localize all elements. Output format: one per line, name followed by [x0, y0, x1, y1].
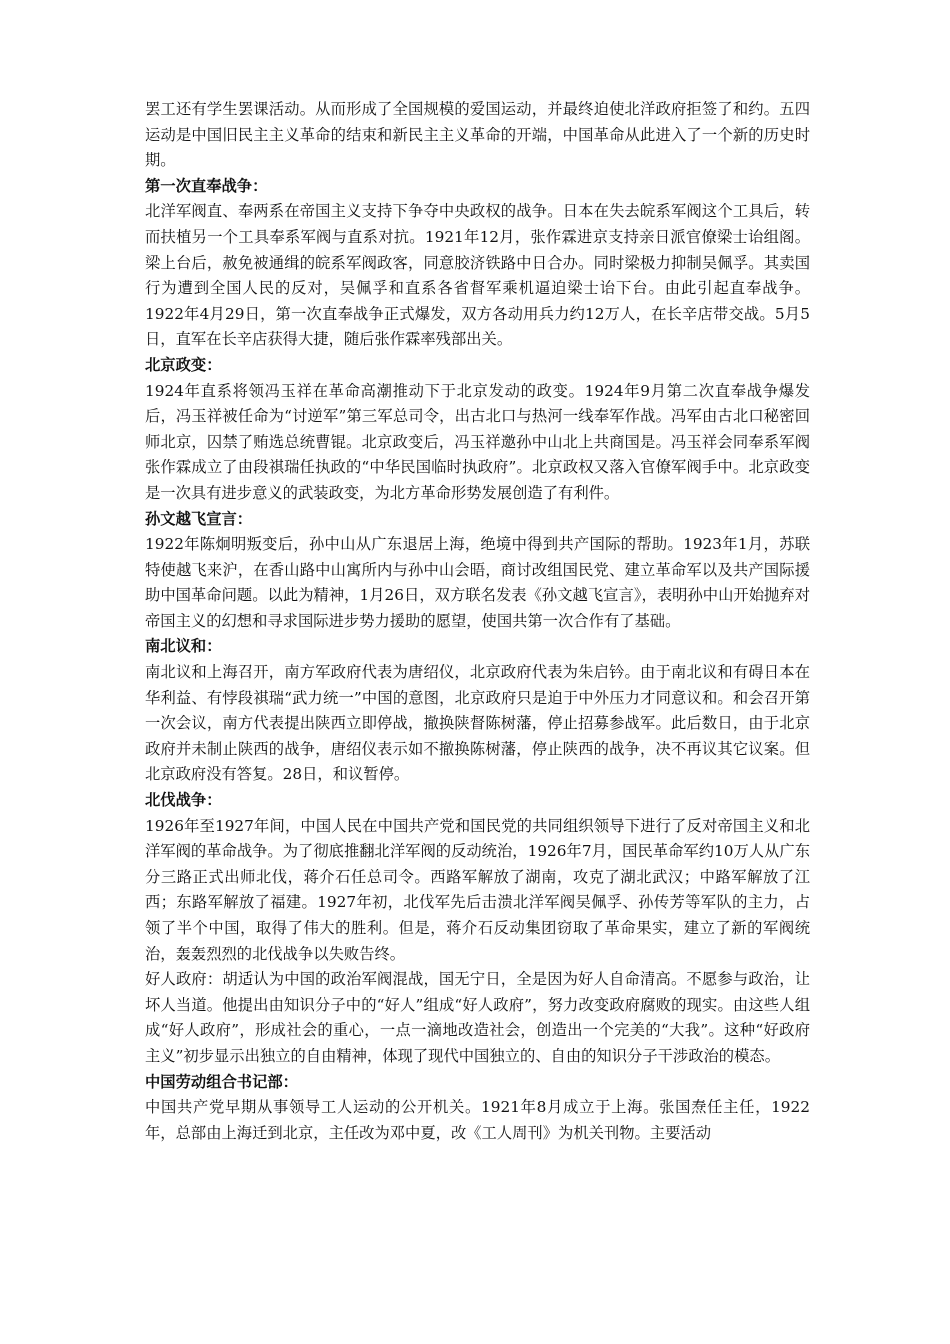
section-body-good-government: 好人政府：胡适认为中国的政治军阀混战，国无宁日，全是因为好人自命清高。不愿参与政治，让坏人当道。他提出由知识分子中的“好人”组成“好人政府”，努力改变政府腐败的现实。由这些人组成“好人政府”，形成社会的重心，一点一滴地改造社会，创造出一个完美的“大我”。这种“好政府主义”初步显示出独立的自由精神，体现了现代中国独立的、自由的知识分子干涉政治的模态。: [145, 970, 810, 1065]
section-body-labour-secretariat: 中国共产党早期从事领导工人运动的公开机关。1921年8月成立于上海。张国焘任主任，1922年，总部由上海迁到北京，主任改为邓中夏，改《工人周刊》为机关刊物。主要活动: [145, 1098, 810, 1142]
section-heading-beijing-coup: 北京政变：: [145, 355, 222, 374]
section-heading-north-south-talks: 南北议和：: [145, 637, 222, 656]
section-heading-zhifeng-war: 第一次直奉战争：: [145, 176, 268, 195]
section-body-zhifeng-war: 北洋军阀直、奉两系在帝国主义支持下争夺中央政权的战争。日本在失去皖系军阀这个工具后，转而扶植另一个工具奉系军阀与直系对抗。1921年12月，张作霖进京支持亲日派官僚梁士诒组阁。梁上台后，赦免被通缉的皖系军阀政客，同意胶济铁路中日合办。同时梁极力抑制吴佩孚。其卖国行为遭到全国人民的反对，吴佩孚和直系各省督军乘机逼迫梁士诒下台。由此引起直奉战争。1922年4月29日，第一次直奉战争正式爆发，双方各动用兵力约12万人，在长辛店带交战。5月5日，直军在长辛店获得大捷，随后张作霖率残部出关。: [145, 202, 810, 349]
intro-paragraph: 罢工还有学生罢课活动。从而形成了全国规模的爱国运动，并最终迫使北洋政府拒签了和约。五四运动是中国旧民主主义革命的结束和新民主主义革命的开端，中国革命从此进入了一个新的历史时期。: [145, 100, 810, 170]
section-body-beijing-coup: 1924年直系将领冯玉祥在革命高潮推动下于北京发动的政变。1924年9月第二次直奉战争爆发后，冯玉祥被任命为“讨逆军”第三军总司令，出古北口与热河一线奉军作战。冯军由古北口秘密回师北京，囚禁了贿选总统曹锟。北京政变后，冯玉祥邀孙中山北上共商国是。冯玉祥会同奉系军阀张作霖成立了由段祺瑞任执政的“中华民国临时执政府”。北京政权又落入官僚军阀手中。北京政变是一次具有进步意义的武装政变，为北方革命形势发展创造了有利件。: [145, 381, 810, 502]
section-body-north-south-talks: 南北议和上海召开，南方军政府代表为唐绍仪，北京政府代表为朱启钤。由于南北议和有碍日本在华利益、有悖段祺瑞“武力统一”中国的意图，北京政府只是迫于中外压力才同意议和。和会召开第一次会议，南方代表提出陕西立即停战，撤换陕督陈树藩，停止招募参战军。此后数日，由于北京政府并未制止陕西的战争，唐绍仪表示如不撤换陈树藩，停止陕西的战争，决不再议其它议案。但北京政府没有答复。28日，和议暂停。: [145, 663, 810, 784]
document-page: [145, 97, 810, 1146]
section-body-northern-expedition: 1926年至1927年间，中国人民在中国共产党和国民党的共同组织领导下进行了反对帝国主义和北洋军阀的革命战争。为了彻底推翻北洋军阀的反动统治，1926年7月，国民革命军约10万人从广东分三路正式出师北伐，蒋介石任总司令。西路军解放了湖南，攻克了湖北武汉；中路军解放了江西；东路军解放了福建。1927年初，北伐军先后击溃北洋军阀吴佩孚、孙传芳等军队的主力，占领了半个中国，取得了伟大的胜利。但是，蒋介石反动集团窃取了革命果实，建立了新的军阀统治，轰轰烈烈的北伐战争以失败告终。: [145, 816, 810, 963]
section-heading-sun-joffe: 孙文越飞宣言：: [145, 509, 253, 528]
section-body-sun-joffe: 1922年陈炯明叛变后，孙中山从广东退居上海，绝境中得到共产国际的帮助。1923年1月，苏联特使越飞来沪，在香山路中山寓所内与孙中山会晤，商讨改组国民党、建立革命军以及共产国际援助中国革命问题。以此为精神，1月26日，双方联名发表《孙文越飞宣言》，表明孙中山开始抛弃对帝国主义的幻想和寻求国际进步势力援助的愿望，使国共第一次合作有了基础。: [145, 535, 810, 630]
section-heading-northern-expedition: 北伐战争：: [145, 791, 222, 810]
section-heading-labour-secretariat: 中国劳动组合书记部：: [145, 1072, 298, 1091]
